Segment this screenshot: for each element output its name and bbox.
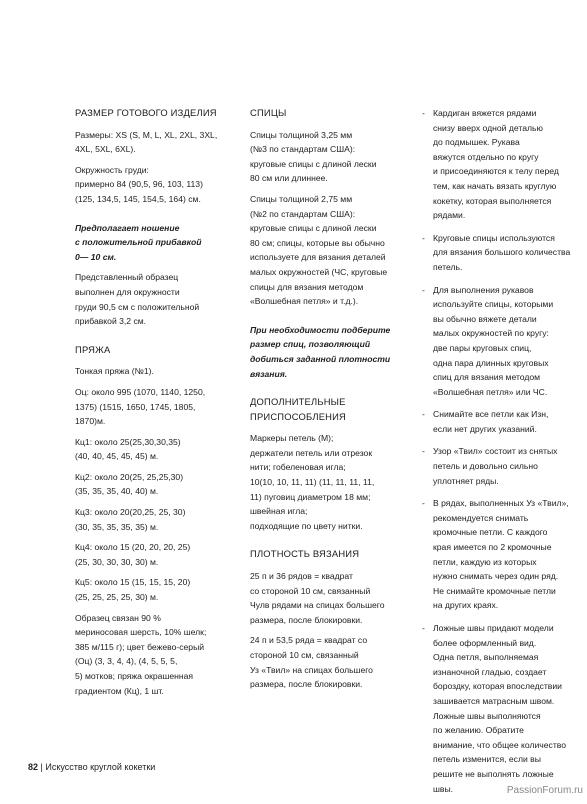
needles-heading: СПИЦЫ xyxy=(250,107,287,118)
note-line: швы. xyxy=(433,783,454,794)
bullet-dash: - xyxy=(422,446,425,457)
watermark: PassionForum.ru xyxy=(506,785,583,796)
note-item xyxy=(422,621,572,796)
note-line: кокетку, которая выполняется xyxy=(433,195,552,206)
notes-list xyxy=(422,106,572,796)
yarn-kc3: Кц3: около 20(20,25, 25, 30) (30, 35, 35, 35, 35) м. xyxy=(75,507,186,532)
note-line: Одна петля, выполняемая xyxy=(433,652,539,663)
note-line: решите не выполнять ложные xyxy=(433,768,554,779)
note-line: Ложные швы выполняются xyxy=(433,710,541,721)
note-line: петель. xyxy=(433,261,463,272)
yarn-kc5: Кц5: около 15 (15, 15, 15, 20) (25, 25, 25, 25, 30) м. xyxy=(75,577,191,603)
yarn-kc2: Кц2: около 20(25, 25,25,30) (35, 35, 35, 40, 40) м. xyxy=(75,471,184,497)
density-twill: 24 п и 53,5 рядa = квадрат со стороной 10 см, связанный Уз «Твил» на спицах большего размера, после блокировки. xyxy=(250,635,373,690)
note-line: на других краях. xyxy=(433,600,499,611)
density-heading: ПЛОТНОСТЬ ВЯЗАНИЯ xyxy=(250,548,360,560)
note-line: спиц для вязания методом xyxy=(433,372,541,383)
bullet-dash: - xyxy=(422,284,425,295)
note-item xyxy=(422,106,572,223)
yarn-kc4: Кц4: около 15 (20, 20, 20, 25) (25, 30, 30, 30, 30) м. xyxy=(75,542,191,567)
note-line: Ложные швы придают модели xyxy=(433,623,554,633)
column-notes xyxy=(422,106,572,804)
yarn-oc: Оц: около 995 (1070, 1140, 1250, 1375) (1515, 1650, 1745, 1805, 1870)м. xyxy=(75,386,206,427)
note-line: Круговые спицы используются xyxy=(433,232,555,243)
density-stockinette: 25 п и 36 рядов = квадрат со стороной 10 см, связанный Чулв рядами на спицах большего размера, после блокировки. xyxy=(250,571,385,625)
chest-text: Окружность груди: примерно 84 (90,5, 96, 103, 113) (125, 134,5, 145, 154,5, 164) см. xyxy=(75,164,203,204)
note-line: нужно снимать через один ряд. xyxy=(433,571,559,582)
size-heading: РАЗМЕР ГОТОВОГО ИЗДЕЛИЯ xyxy=(75,107,217,118)
note-item xyxy=(422,496,572,613)
bullet-dash: - xyxy=(422,498,425,509)
note-item xyxy=(422,283,572,400)
page-number: 82 xyxy=(28,762,39,772)
note-item xyxy=(422,444,572,488)
bullet-dash: - xyxy=(422,409,425,420)
note-line: по желанию. Обратите xyxy=(433,725,524,736)
note-line: и присоединяются к телу перед xyxy=(433,166,559,177)
supplies-list: Маркеры петель (М); держатели петель или отрезок нити; гобеленовая игла; 10(10, 10, 11, 11) (11, 11, 11, 11, 11) пуговиц диаметром 18 мм; швейная игла; подходящие по цвету нитки. xyxy=(250,433,375,531)
note-line: до подмышек. Рукава xyxy=(433,137,520,148)
note-line: Снимайте все петли как Изн, xyxy=(433,409,549,420)
note-line: вы обычно вяжете детали xyxy=(433,313,537,324)
note-line: если нет других указаний. xyxy=(433,423,537,434)
note-line: В рядах, выполненных Уз «Твил», xyxy=(433,498,569,509)
note-line: «Волшебная петля» или ЧС. xyxy=(433,386,548,397)
note-line: для вязания большого количества xyxy=(433,247,571,258)
note-line: Для выполнения рукавов xyxy=(433,284,534,295)
note-line: бороздку, которая впоследствии xyxy=(433,681,562,692)
sample-text: Представленный образец выполнен для окружности груди 90,5 см с положительной прибавкой 3,2 см. xyxy=(75,272,200,327)
note-line: петель и довольно сильно xyxy=(433,461,538,472)
note-line: края имеется по 2 кромочные xyxy=(433,542,552,553)
yarn-type: Тонкая пряжа (№1). xyxy=(75,366,154,377)
note-line: рядами. xyxy=(433,210,466,221)
note-line: петли, каждую из которых xyxy=(433,556,537,567)
note-line: зашивается матрасным швом. xyxy=(433,695,555,706)
needles-main: Спицы толщиной 3,25 мм (№3 по стандартам США): круговые спицы с длиной лески 80 см или длиннее. xyxy=(250,129,377,184)
bullet-dash: - xyxy=(422,108,425,118)
footer-separator: | xyxy=(40,762,43,772)
note-line: используйте спицы, которыми xyxy=(433,299,554,310)
bullet-dash: - xyxy=(422,232,425,243)
supplies-heading: ДОПОЛНИТЕЛЬНЫЕ ПРИСПОСОБЛЕНИЯ xyxy=(250,396,347,422)
yarn-kc1: Кц1: около 25(25,30,30,35) (40, 40, 45, 45, 45) м. xyxy=(75,436,181,462)
note-line: Не снимайте кромочные петли xyxy=(433,585,556,596)
ease-note: Предполагает ношение с положительной прибавкой 0— 10 см. xyxy=(75,222,202,262)
note-line: петель изменится, если вы xyxy=(433,754,541,765)
note-line: кромочные петли. С каждого xyxy=(433,527,548,538)
note-line: уплотняет ряды. xyxy=(433,475,499,486)
note-line: две пары круговых спиц, xyxy=(433,342,532,353)
page-footer xyxy=(28,762,155,772)
note-line: снизу вверх одной деталью xyxy=(433,122,543,133)
yarn-heading: ПРЯЖА xyxy=(75,343,111,355)
note-item xyxy=(422,231,572,275)
note-line: вяжутся отдельно по кругу xyxy=(433,151,539,162)
column-needles-supplies xyxy=(250,106,400,698)
note-line: одна пара длинных круговых xyxy=(433,357,549,368)
yarn-composition: Образец связан 90 % мериносовая шерсть, 10% шелк; 385 м/115 г); цвет бежево-серый (Оц) (3, 3, 4, 4), (4, 5, 5, 5, 5) мотков; пряжа окрашенная градиентом (Кц), 1 шт. xyxy=(75,612,207,696)
note-line: тем, как начать вязать круглую xyxy=(433,180,557,191)
book-title: Искусство круглой кокетки xyxy=(45,762,156,772)
note-line: более оформленный вид. xyxy=(433,637,537,648)
bullet-dash: - xyxy=(422,623,425,633)
note-line: изнаночной гладью, создает xyxy=(433,666,547,677)
gauge-note: При необходимости подберите размер спиц, позволяющий добиться заданной плотности вязания. xyxy=(250,324,391,379)
sizes-text: Размеры: XS (S, M, L, XL, 2XL, 3XL, 4XL, 5XL, 6XL). xyxy=(75,129,218,155)
note-line: рекомендуется снимать xyxy=(433,512,529,523)
note-item xyxy=(422,407,572,436)
needles-small: Спицы толщиной 2,75 мм (№2 по стандартам США): круговые спицы с длиной лески 80 см; спицы, которые вы обычно используете для вязания деталей малых окружностей (ЧС, круговые спицы для вязания методом «Волшебная петля» и т.д.). xyxy=(250,193,388,307)
note-line: внимание, что общее количество xyxy=(433,739,567,750)
column-size-yarn xyxy=(75,106,240,704)
note-line: Узор «Твил» состоит из снятых xyxy=(433,446,558,457)
note-line: малых окружностей по кругу: xyxy=(433,328,549,339)
note-line: Кардиган вяжется рядами xyxy=(433,108,537,118)
